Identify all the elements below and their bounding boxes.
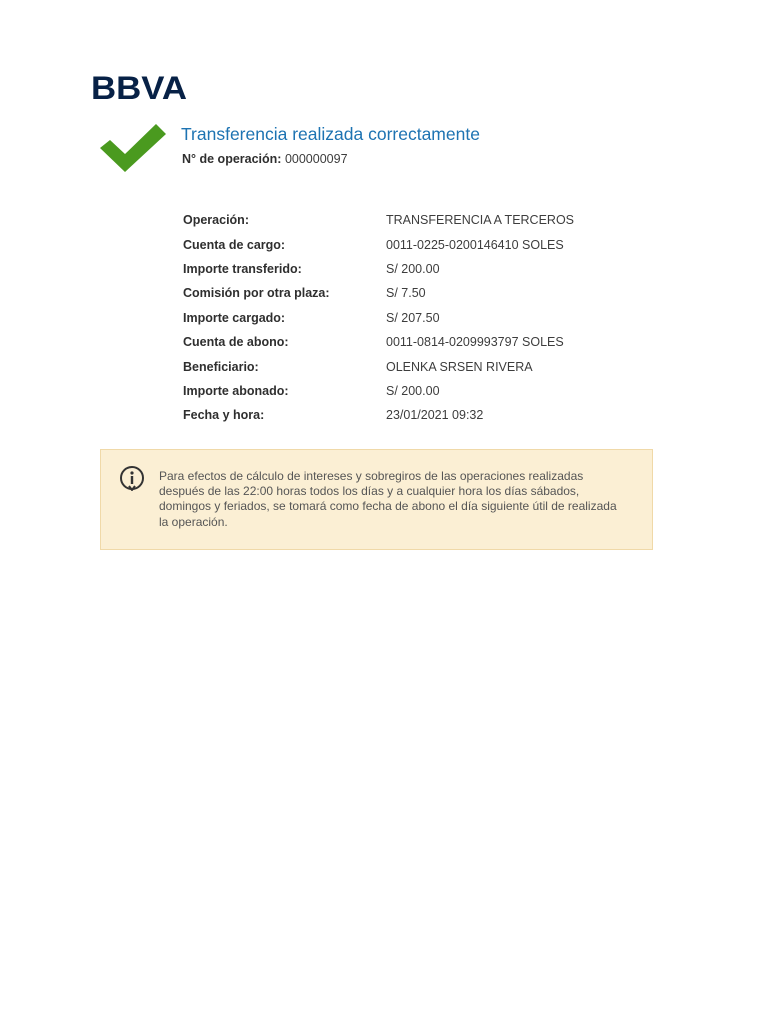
operation-number xyxy=(182,152,348,166)
detail-row-commission xyxy=(183,281,643,305)
detail-value: TRANSFERENCIA A TERCEROS xyxy=(386,213,575,228)
detail-row-destination-account xyxy=(183,330,643,354)
page-title: Transferencia realizada correctamente xyxy=(181,124,480,144)
detail-value: 0011-0225-0200146410 SOLES xyxy=(386,237,564,252)
detail-label: Importe cargado: xyxy=(183,310,286,325)
detail-value: S/ 7.50 xyxy=(386,286,426,301)
detail-value: OLENKA SRSEN RIVERA xyxy=(386,359,533,374)
info-notice xyxy=(100,449,653,550)
notice-text: Para efectos de cálculo de intereses y sobregiros de las operaciones realizadas después de las 22:00 horas todos los días y a cualquier hora los días sábados, domingos y feriados, se tomará como fecha de abono el día siguiente útil de realizada la operación. xyxy=(159,469,617,529)
detail-label: Cuenta de abono: xyxy=(183,335,289,350)
detail-value: 0011-0814-0209993797 SOLES xyxy=(386,335,564,350)
detail-label: Comisión por otra plaza: xyxy=(183,286,330,301)
detail-value: S/ 200.00 xyxy=(386,383,440,398)
detail-row-source-account xyxy=(183,232,643,256)
detail-label: Operación: xyxy=(183,213,249,228)
bbva-logo xyxy=(91,72,189,102)
info-icon xyxy=(119,465,145,491)
operation-number-label: N° de operación: xyxy=(182,152,282,166)
detail-label: Cuenta de cargo: xyxy=(183,237,286,252)
detail-label: Beneficiario: xyxy=(183,359,259,374)
success-check-icon xyxy=(98,122,170,174)
detail-row-charged-amount xyxy=(183,306,643,330)
detail-label: Fecha y hora: xyxy=(183,408,265,423)
transfer-details xyxy=(183,208,643,428)
operation-number-value: 000000097 xyxy=(284,152,348,166)
detail-row-beneficiary xyxy=(183,354,643,378)
detail-value: 23/01/2021 09:32 xyxy=(386,408,484,423)
detail-value: S/ 200.00 xyxy=(386,261,440,276)
detail-value: S/ 207.50 xyxy=(386,310,440,325)
detail-row-credited-amount xyxy=(183,379,643,403)
svg-text:BBVA: BBVA xyxy=(91,72,187,102)
detail-row-operation xyxy=(183,208,643,232)
detail-row-transferred-amount xyxy=(183,257,643,281)
detail-label: Importe abonado: xyxy=(183,383,289,398)
detail-label: Importe transferido: xyxy=(183,261,302,276)
detail-row-datetime xyxy=(183,403,643,427)
